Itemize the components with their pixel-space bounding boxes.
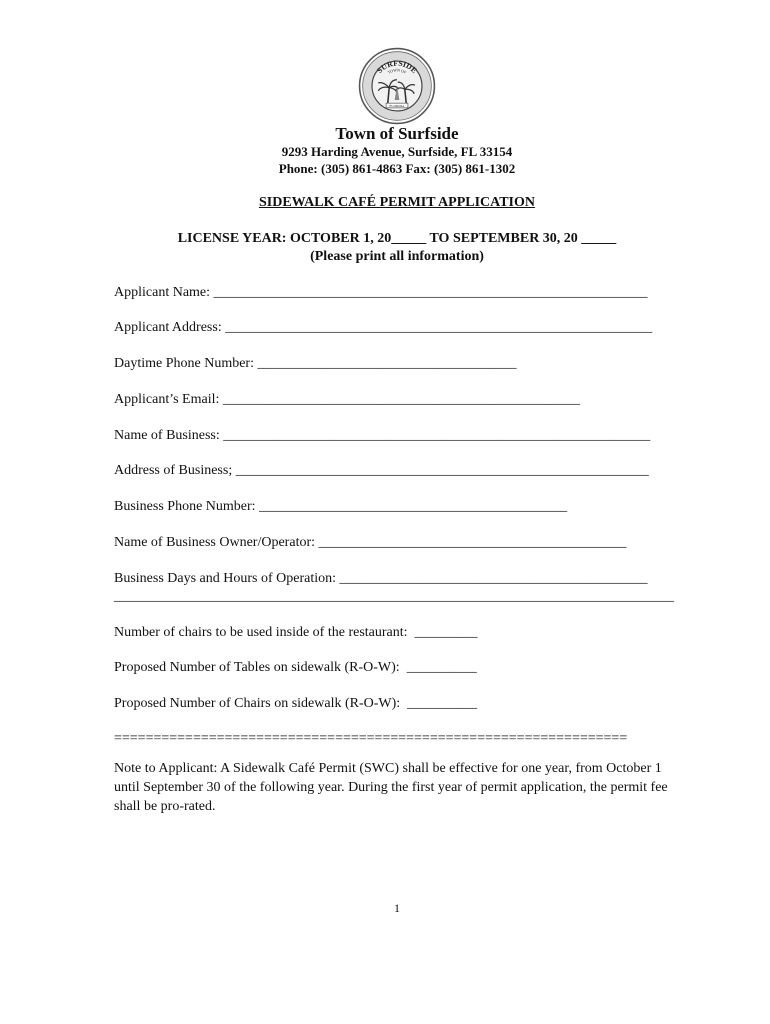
- field-blank[interactable]: _____________________________________________________________: [223, 428, 651, 443]
- field-label: Name of Business:: [114, 428, 220, 443]
- field-label: Address of Business;: [114, 463, 233, 478]
- field-label: Business Phone Number:: [114, 499, 256, 514]
- field-blank[interactable]: _________: [414, 625, 478, 640]
- field-blank[interactable]: __________: [407, 696, 478, 711]
- business-name-field[interactable]: [114, 428, 650, 444]
- inside-chairs-field[interactable]: [114, 625, 478, 641]
- field-blank[interactable]: ______________________________________________________________: [213, 285, 648, 300]
- town-contact: Phone: (305) 861-4863 Fax: (305) 861-1302: [278, 161, 516, 176]
- field-label: Applicant Address:: [114, 320, 222, 335]
- town-address: 9293 Harding Avenue, Surfside, FL 33154: [281, 144, 513, 159]
- field-blank[interactable]: ____________________________________________: [318, 535, 627, 550]
- print-instruction: (Please print all information): [310, 249, 484, 264]
- business-address-field[interactable]: [114, 463, 649, 479]
- seal-text-state: FLORIDA: [389, 103, 405, 108]
- field-blank[interactable]: ____________________________________________: [259, 499, 568, 514]
- field-label: Daytime Phone Number:: [114, 356, 254, 371]
- field-label: Applicant’s Email:: [114, 392, 220, 407]
- sidewalk-chairs-field[interactable]: [114, 696, 477, 712]
- form-title: SIDEWALK CAFÉ PERMIT APPLICATION: [258, 195, 536, 210]
- field-label: Proposed Number of Tables on sidewalk (R-O-W):: [114, 660, 400, 675]
- town-seal-icon: [358, 47, 436, 125]
- field-blank[interactable]: ___________________________________________________: [222, 392, 580, 407]
- daytime-phone-field[interactable]: [114, 356, 516, 372]
- business-phone-field[interactable]: [114, 499, 567, 515]
- sidewalk-tables-field[interactable]: [114, 660, 477, 676]
- business-owner-field[interactable]: [114, 535, 627, 551]
- field-label: Number of chairs to be used inside of the restaurant:: [114, 625, 408, 640]
- field-blank[interactable]: ___________________________________________________________: [235, 463, 649, 478]
- field-label: Business Days and Hours of Operation:: [114, 571, 337, 586]
- applicant-address-field[interactable]: [114, 320, 652, 336]
- field-blank[interactable]: __________: [406, 660, 477, 675]
- license-year: LICENSE YEAR: OCTOBER 1, 20_____ TO SEPTEMBER 30, 20 _____: [177, 231, 617, 246]
- field-label: Proposed Number of Chairs on sidewalk (R-O-W):: [114, 696, 401, 711]
- seal-text-top: TOWN OF: [387, 68, 407, 75]
- page-number: 1: [394, 901, 400, 915]
- business-hours-field[interactable]: [114, 571, 648, 587]
- field-label: Applicant Name:: [114, 285, 211, 300]
- seal-text-main: SURFSIDE: [375, 58, 419, 76]
- field-blank[interactable]: ____________________________________________: [339, 571, 648, 586]
- applicant-email-field[interactable]: [114, 392, 580, 408]
- section-separator: =================================================================: [114, 731, 628, 746]
- field-blank[interactable]: _____________________________________: [257, 356, 517, 371]
- field-label: Name of Business Owner/Operator:: [114, 535, 316, 550]
- business-hours-continuation-line[interactable]: ________________________________________________________________________________: [114, 589, 674, 604]
- applicant-name-field[interactable]: [114, 285, 648, 301]
- applicant-note: Note to Applicant: A Sidewalk Café Permit (SWC) shall be effective for one year, from October 1 until September 30 of the following year. During the first year of permit application, the permit fee shall be pro-rated.: [114, 761, 668, 814]
- town-name: Town of Surfside: [335, 124, 459, 143]
- field-blank[interactable]: _____________________________________________________________: [225, 320, 653, 335]
